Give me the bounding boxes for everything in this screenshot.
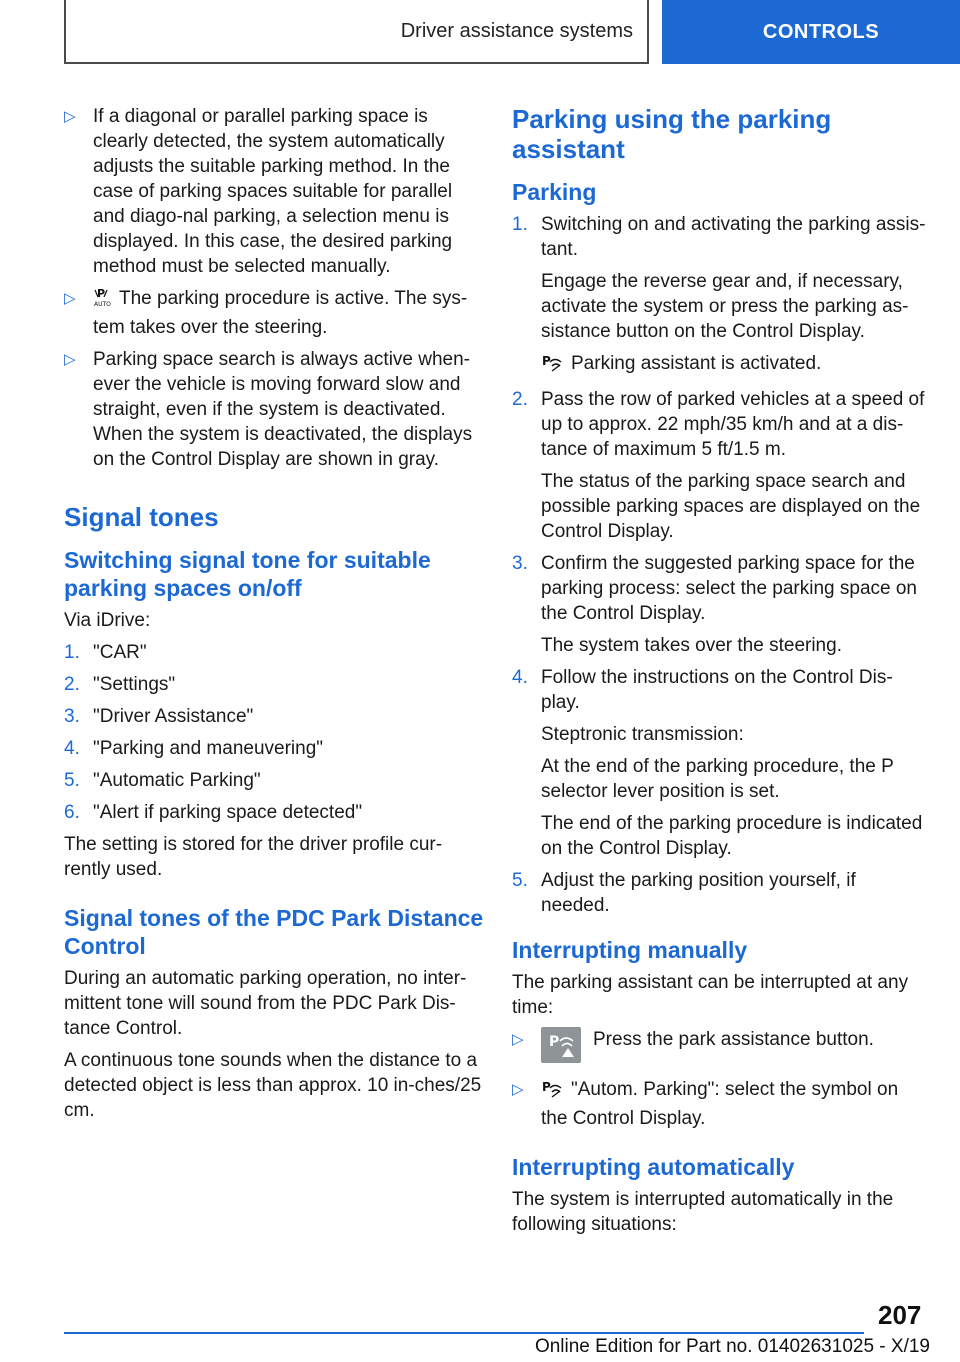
parking-auto-icon: [93, 286, 111, 315]
heading-pdc-signal-tones: Signal tones of the PDC Park Distance Control: [64, 905, 484, 959]
bullet-text: The parking procedure is active. The sys-tem takes over the steering.: [93, 288, 468, 338]
svg-text:P: P: [542, 354, 551, 368]
svg-text:P: P: [549, 1034, 560, 1050]
menu-step: 1. "CAR": [64, 642, 147, 663]
menu-step: 4. "Parking and maneuvering": [64, 738, 324, 759]
park-assistance-button-icon: [541, 1027, 581, 1063]
heading-interrupting-automatically: Interrupting automatically: [512, 1154, 795, 1180]
bullet-text: Press the park assistance button.: [593, 1029, 874, 1050]
setting-stored-text: The setting is stored for the driver profile cur-rently used.: [64, 834, 443, 880]
section-title: Driver assistance systems: [400, 19, 633, 42]
left-column: [64, 104, 484, 1130]
svg-text:P: P: [97, 287, 106, 300]
bullet-text: If a diagonal or parallel parking space is clearly detected, the system automatically adjusts the suitable parking method. In the case of parking spaces suitable for parallel and diago-nal parking, a selection menu is displayed. In this case, the desired parking method must be selected manually.: [93, 106, 453, 277]
parking-assistant-icon: [541, 353, 563, 380]
pdc-paragraph-2: A continuous tone sounds when the distance to a detected object is less than approx. 10 in-ches/25 cm.: [64, 1050, 482, 1121]
chapter-title: CONTROLS: [762, 20, 880, 43]
bullet-item: [512, 1027, 928, 1063]
interrupt-auto-text: The system is interrupted automatically in the following situations:: [512, 1189, 894, 1235]
procedure-step: 5. Adjust the parking position yourself, if needed.: [512, 870, 856, 916]
footer-divider: [64, 1332, 864, 1334]
bullet-triangle-icon: ▷: [64, 290, 76, 307]
svg-text:P: P: [542, 1080, 551, 1094]
interrupt-manual-text: The parking assistant can be interrupted at any time:: [512, 972, 909, 1018]
right-column: [512, 104, 928, 1244]
bullet-triangle-icon: ▷: [512, 1031, 524, 1048]
footer-edition: Online Edition for Part no. 01402631025 - X/19: [534, 1336, 930, 1357]
heading-parking-using-assistant: Parking using the parking assistant: [512, 104, 832, 164]
pdc-paragraph-1: During an automatic parking operation, no inter-mittent tone will sound from the PDC Park Dis-tance Control.: [64, 968, 467, 1039]
svg-text:AUTO: AUTO: [94, 301, 111, 308]
bullet-triangle-icon: ▷: [512, 1081, 524, 1098]
via-idrive-text: Via iDrive:: [64, 610, 151, 631]
running-header-chapter: [662, 0, 960, 64]
bullet-text: Parking space search is always active when-ever the vehicle is moving forward slow and straight, even if the system is deactivated. When the system is deactivated, the displays on the Control Display are shown in gray.: [93, 349, 473, 470]
bullet-item: [64, 347, 484, 472]
parking-assistant-icon: [541, 1079, 563, 1106]
running-header-section: [64, 0, 649, 64]
procedure-step: 4. Follow the instructions on the Control Dis-play. Steptronic transmission: At the end of the parking procedure, the P selector lever position is set. The end of the parking procedure is indicated on the Control Display.: [512, 667, 923, 859]
heading-switching-signal-tone: Switching signal tone for suitable parking spaces on/off: [64, 547, 431, 601]
procedure-step: 2. Pass the row of parked vehicles at a speed of up to approx. 22 mph/35 km/h and at a dis-tance of maximum 5 ft/1.5 m. The status of the parking space search and possible parking spaces are displayed on the Control Display.: [512, 389, 925, 542]
bullet-item: [512, 1077, 928, 1131]
bullet-text: "Autom. Parking": select the symbol on the Control Display.: [541, 1079, 899, 1129]
bullet-item: [64, 104, 484, 279]
procedure-step: 3. Confirm the suggested parking space for the parking process: select the parking space on the Control Display. The system takes over the steering.: [512, 553, 917, 656]
bullet-item: [64, 286, 484, 340]
bullet-triangle-icon: ▷: [64, 108, 76, 125]
menu-step: 2. "Settings": [64, 674, 176, 695]
menu-step: 5. "Automatic Parking": [64, 770, 261, 791]
page-number: 207: [878, 1300, 922, 1330]
heading-interrupting-manually: Interrupting manually: [512, 937, 748, 963]
heading-signal-tones: Signal tones: [64, 502, 219, 532]
heading-parking: Parking: [512, 179, 597, 205]
menu-step: 3. "Driver Assistance": [64, 706, 254, 727]
bullet-triangle-icon: ▷: [64, 351, 76, 368]
menu-step: 6. "Alert if parking space detected": [64, 802, 363, 823]
procedure-step: 1. Switching on and activating the parking assis-tant. Engage the reverse gear and, if necessary, activate the system or press the parking as-sistance button on the Control Display. P Parking assistant is activated.: [512, 212, 928, 380]
